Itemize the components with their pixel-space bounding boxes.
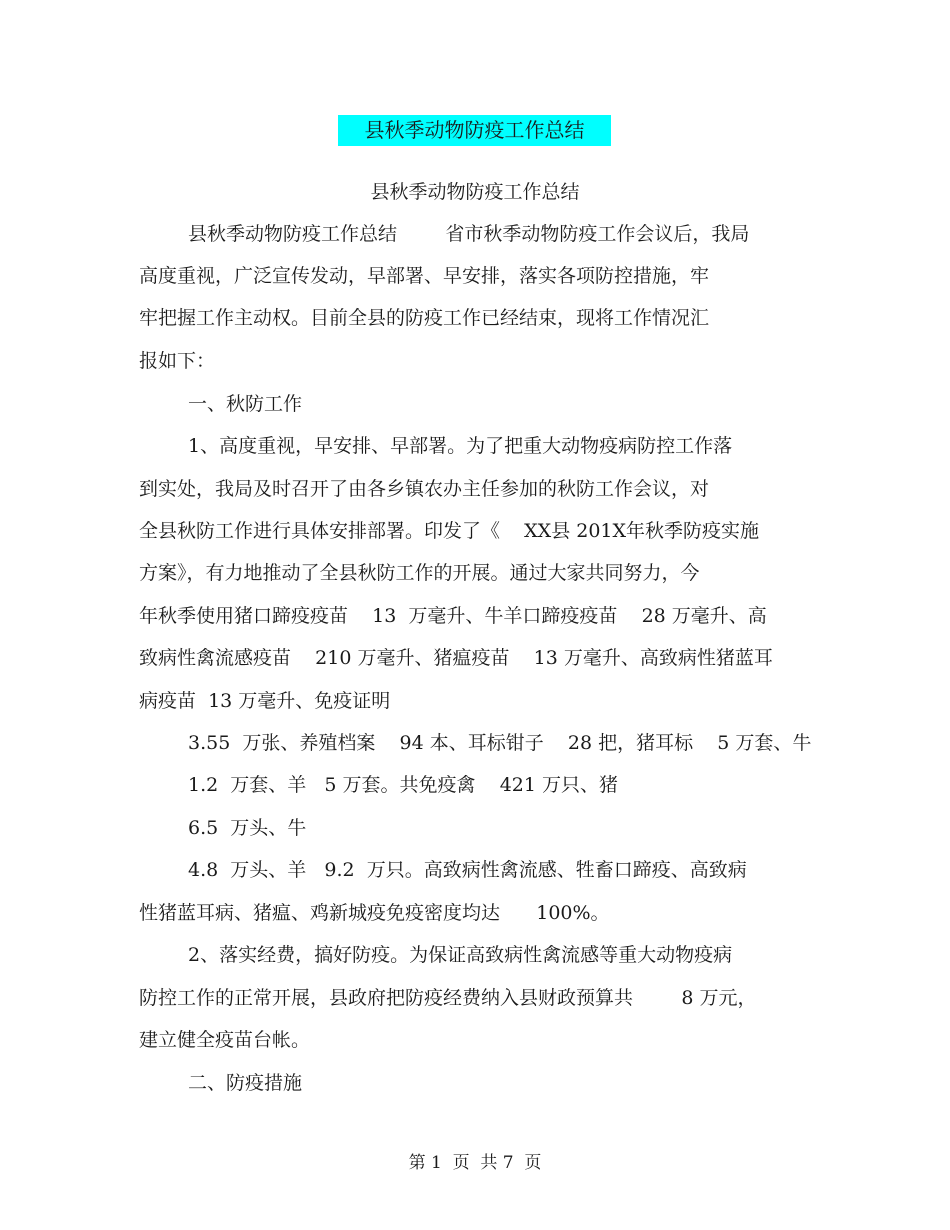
section-heading: 二、防疫措施 — [188, 1072, 303, 1094]
paragraph-line: 1.2 万套、羊 5 万套。共免疫禽 421 万只、猪 — [188, 774, 619, 796]
paragraph-line: 4.8 万头、羊 9.2 万只。高致病性禽流感、牲畜口蹄疫、高致病 — [188, 859, 747, 881]
section-heading: 一、秋防工作 — [188, 393, 303, 415]
paragraph-line: 全县秋防工作进行具体安排部署。印发了《 XX县 201X年秋季防疫实施 — [139, 520, 760, 542]
paragraph-line: 6.5 万头、牛 — [188, 817, 307, 839]
paragraph-line: 2、落实经费，搞好防疫。为保证高致病性禽流感等重大动物疫病 — [188, 944, 733, 966]
paragraph-line: 防控工作的正常开展，县政府把防疫经费纳入县财政预算共 8 万元， — [139, 987, 757, 1009]
paragraph-line: 年秋季使用猪口蹄疫疫苗 13 万毫升、牛羊口蹄疫疫苗 28 万毫升、高 — [139, 605, 767, 627]
paragraph-line: 到实处，我局及时召开了由各乡镇农办主任参加的秋防工作会议，对 — [139, 478, 710, 500]
paragraph-line: 3.55 万张、养殖档案 94 本、耳标钳子 28 把，猪耳标 5 万套、牛 — [188, 732, 812, 754]
paragraph-line: 致病性禽流感疫苗 210 万毫升、猪瘟疫苗 13 万毫升、高致病性猪蓝耳 — [139, 647, 773, 669]
paragraph-line: 性猪蓝耳病、猪瘟、鸡新城疫免疫密度均达 100%。 — [139, 902, 610, 924]
document-subtitle: 县秋季动物防疫工作总结 — [370, 181, 580, 203]
paragraph-line: 病疫苗 13 万毫升、免疫证明 — [139, 690, 391, 712]
paragraph-line: 报如下： — [139, 350, 216, 372]
document-title: 县秋季动物防疫工作总结 — [338, 115, 611, 146]
paragraph-line: 牢把握工作主动权。目前全县的防疫工作已经结束，现将工作情况汇 — [139, 307, 710, 329]
paragraph-line: 方案》，有力地推动了全县秋防工作的开展。通过大家共同努力，今 — [139, 562, 700, 584]
page-footer: 第 1 页 共 7 页 — [408, 1153, 542, 1173]
paragraph-line: 高度重视，广泛宣传发动，早部署、早安排，落实各项防控措施，牢 — [139, 265, 710, 287]
paragraph-line: 建立健全疫苗台帐。 — [139, 1029, 311, 1051]
paragraph-line: 县秋季动物防疫工作总结 省市秋季动物防疫工作会议后，我局 — [188, 223, 750, 245]
paragraph-line: 1、高度重视，早安排、早部署。为了把重大动物疫病防控工作落 — [188, 435, 733, 457]
